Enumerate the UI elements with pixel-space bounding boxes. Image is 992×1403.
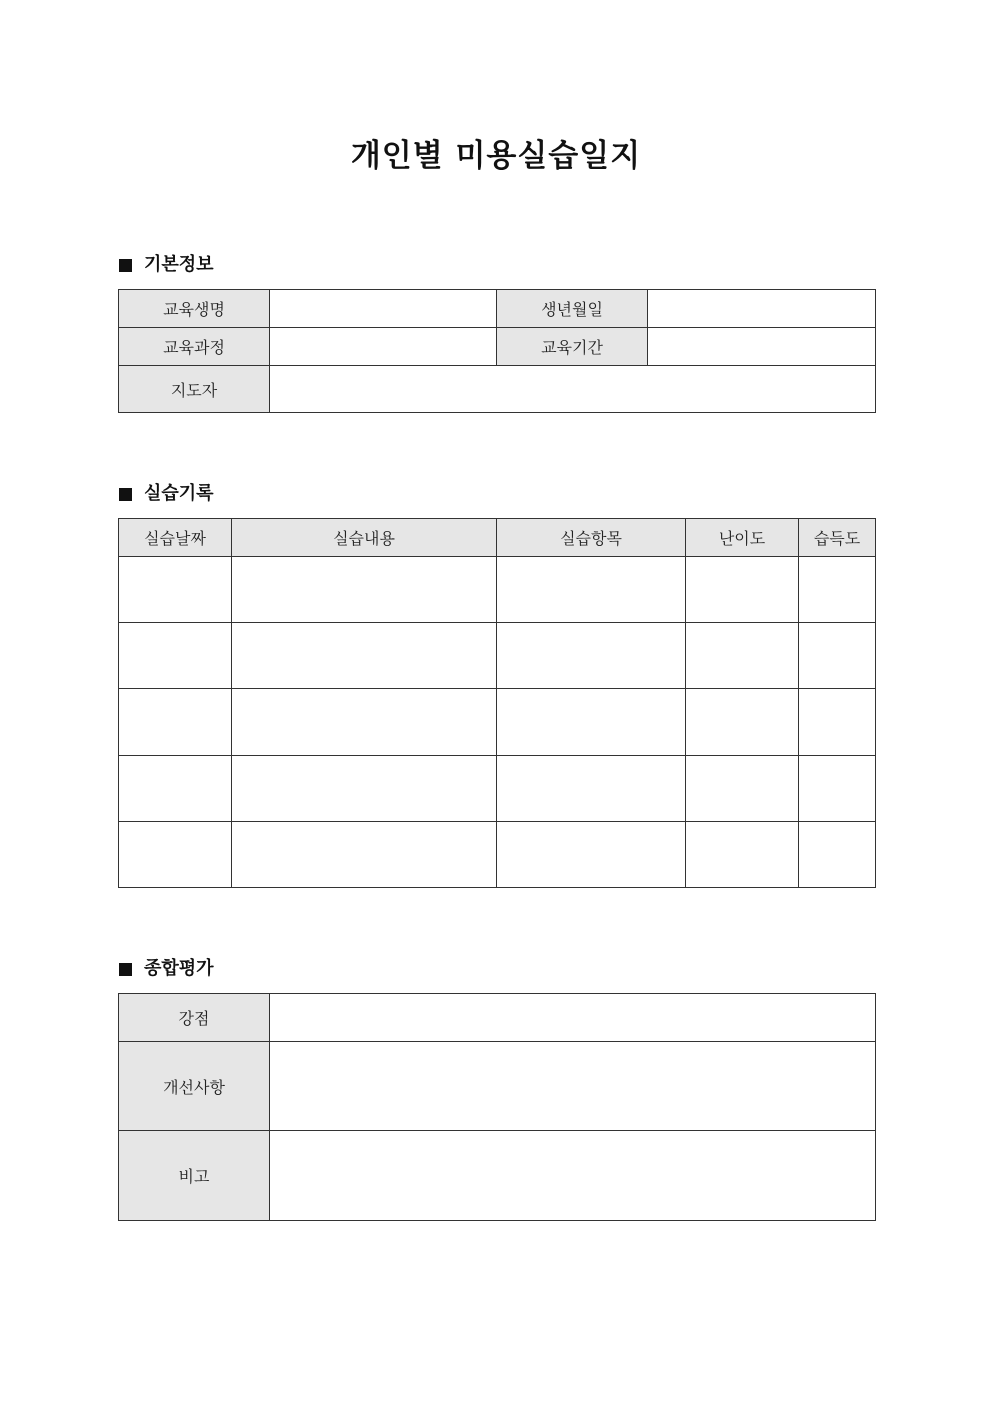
- column-header-content: 실습내용: [232, 519, 497, 557]
- record-mastery-cell[interactable]: [799, 756, 876, 822]
- evaluation-heading: [119, 957, 214, 981]
- record-item-cell[interactable]: [497, 623, 686, 689]
- practice-record-heading: [119, 482, 214, 506]
- table-row: [119, 623, 876, 689]
- record-date-cell[interactable]: [119, 822, 232, 888]
- record-content-cell[interactable]: [232, 557, 497, 623]
- table-row: [119, 1131, 876, 1221]
- record-date-cell[interactable]: [119, 756, 232, 822]
- birth-date-field[interactable]: [648, 290, 876, 328]
- table-row: [119, 557, 876, 623]
- instructor-label: 지도자: [119, 366, 270, 413]
- training-period-label: 교육기간: [497, 328, 648, 366]
- square-bullet-icon: [119, 963, 132, 976]
- strengths-label: 강점: [119, 994, 270, 1042]
- record-mastery-cell[interactable]: [799, 623, 876, 689]
- record-date-cell[interactable]: [119, 689, 232, 756]
- table-row: [119, 756, 876, 822]
- table-row: [119, 328, 876, 366]
- course-field[interactable]: [270, 328, 497, 366]
- record-difficulty-cell[interactable]: [686, 822, 799, 888]
- table-header-row: [119, 519, 876, 557]
- record-content-cell[interactable]: [232, 822, 497, 888]
- record-content-cell[interactable]: [232, 623, 497, 689]
- column-header-item: 실습항목: [497, 519, 686, 557]
- column-header-difficulty: 난이도: [686, 519, 799, 557]
- record-item-cell[interactable]: [497, 756, 686, 822]
- basic-info-heading: [119, 253, 214, 277]
- record-content-cell[interactable]: [232, 756, 497, 822]
- record-mastery-cell[interactable]: [799, 689, 876, 756]
- page-title: 개인별 미용실습일지: [350, 138, 642, 174]
- evaluation-heading-text: 종합평가: [144, 958, 214, 979]
- basic-info-table: [118, 289, 876, 413]
- table-row: [119, 366, 876, 413]
- record-date-cell[interactable]: [119, 623, 232, 689]
- record-date-cell[interactable]: [119, 557, 232, 623]
- remarks-label: 비고: [119, 1131, 270, 1221]
- column-header-date: 실습날짜: [119, 519, 232, 557]
- improvements-field[interactable]: [270, 1042, 876, 1131]
- table-row: [119, 994, 876, 1042]
- birth-date-label: 생년월일: [497, 290, 648, 328]
- table-row: [119, 822, 876, 888]
- practice-record-table: [118, 518, 876, 888]
- table-row: [119, 1042, 876, 1131]
- table-row: [119, 290, 876, 328]
- basic-info-heading-text: 기본정보: [144, 254, 214, 275]
- instructor-field[interactable]: [270, 366, 876, 413]
- record-content-cell[interactable]: [232, 689, 497, 756]
- evaluation-table: [118, 993, 876, 1221]
- record-difficulty-cell[interactable]: [686, 557, 799, 623]
- record-difficulty-cell[interactable]: [686, 623, 799, 689]
- strengths-field[interactable]: [270, 994, 876, 1042]
- record-item-cell[interactable]: [497, 822, 686, 888]
- course-label: 교육과정: [119, 328, 270, 366]
- record-difficulty-cell[interactable]: [686, 689, 799, 756]
- record-difficulty-cell[interactable]: [686, 756, 799, 822]
- remarks-field[interactable]: [270, 1131, 876, 1221]
- square-bullet-icon: [119, 259, 132, 272]
- table-row: [119, 689, 876, 756]
- record-mastery-cell[interactable]: [799, 822, 876, 888]
- training-period-field[interactable]: [648, 328, 876, 366]
- record-item-cell[interactable]: [497, 557, 686, 623]
- trainee-name-label: 교육생명: [119, 290, 270, 328]
- square-bullet-icon: [119, 488, 132, 501]
- trainee-name-field[interactable]: [270, 290, 497, 328]
- record-mastery-cell[interactable]: [799, 557, 876, 623]
- improvements-label: 개선사항: [119, 1042, 270, 1131]
- practice-record-heading-text: 실습기록: [144, 483, 214, 504]
- record-item-cell[interactable]: [497, 689, 686, 756]
- column-header-mastery: 습득도: [799, 519, 876, 557]
